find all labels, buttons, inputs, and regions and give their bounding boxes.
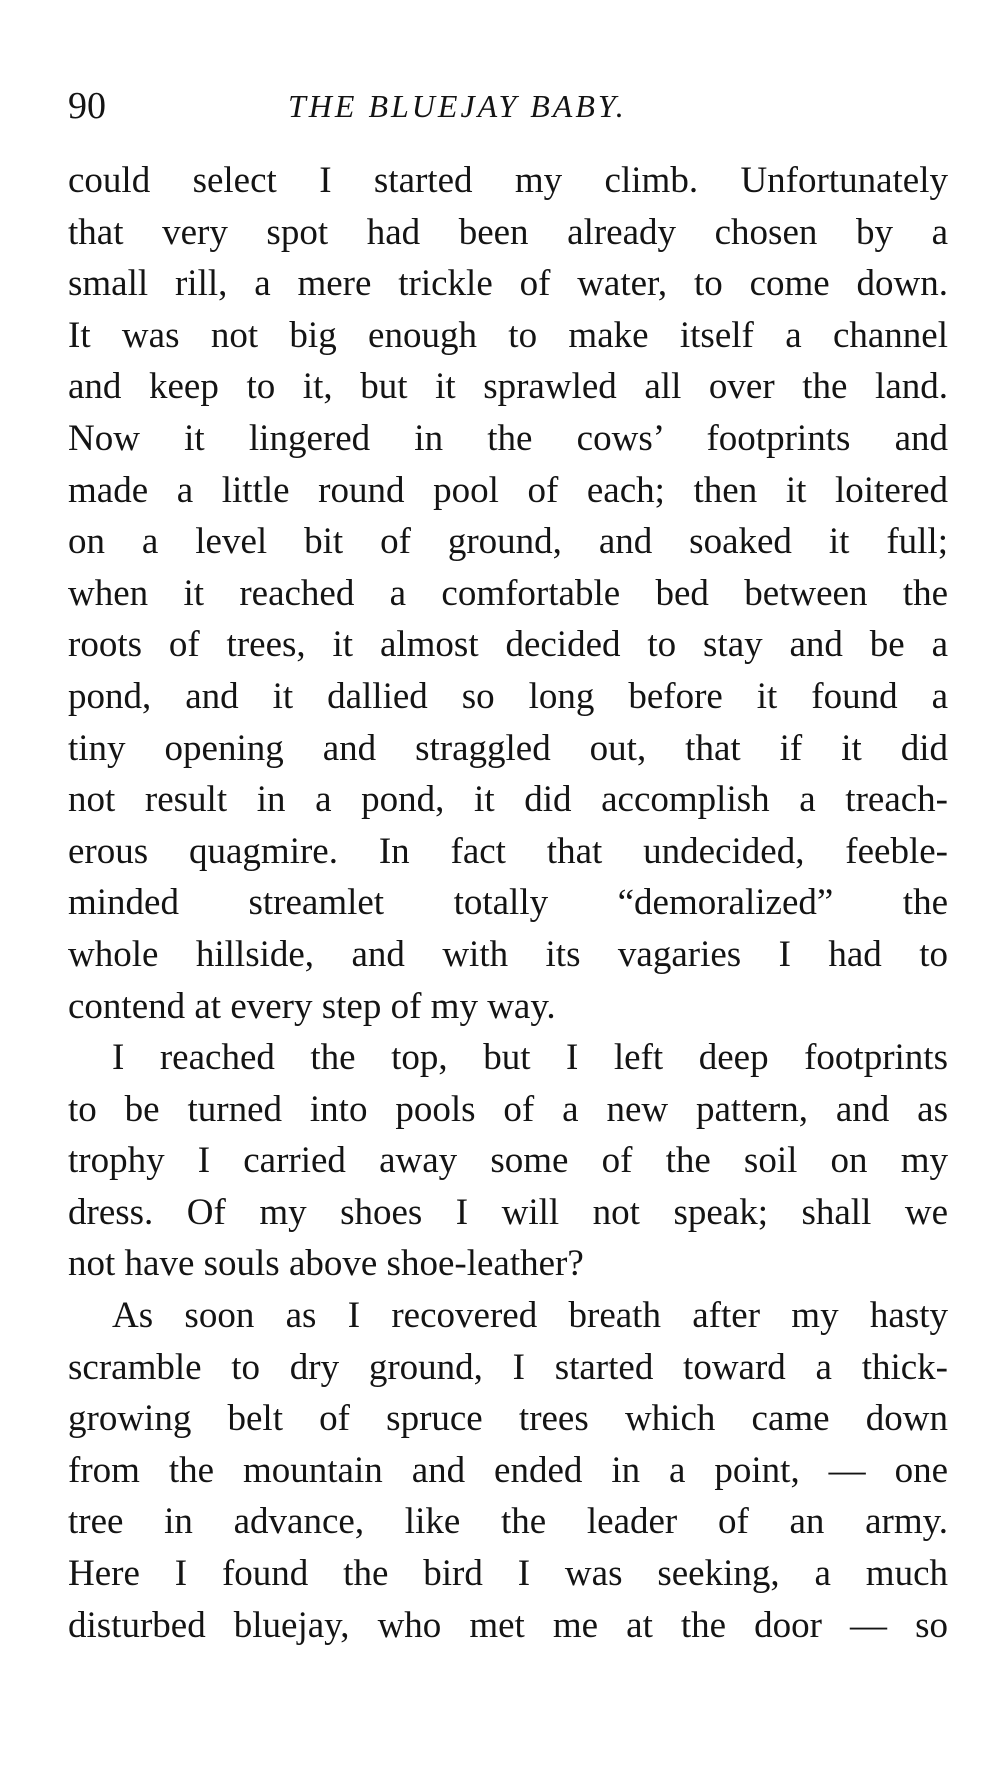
text-line: to be turned into pools of a new pattern, and as (68, 1088, 948, 1130)
text-line: could select I started my climb. Unfortunately (68, 160, 948, 201)
text-line: on a level bit of ground, and soaked it full; (68, 521, 948, 563)
text-line: made a little round pool of each; then it loitered (68, 469, 948, 511)
text-line: growing belt of spruce trees which came down (68, 1398, 948, 1440)
text-line: not result in a pond, it did accomplish a treach- (68, 779, 948, 821)
text-line: tiny opening and straggled out, that if it did (68, 727, 948, 769)
text-line: that very spot had been already chosen by a (68, 211, 948, 253)
text-line: dress. Of my shoes I will not speak; shall we (68, 1191, 948, 1233)
text-line: whole hillside, and with its vagaries I had to (68, 933, 948, 975)
text-line: minded streamlet totally “demoralized” the (68, 882, 948, 924)
text-line: from the mountain and ended in a point, — one (68, 1449, 948, 1491)
text-line: As soon as I recovered breath after my hasty (112, 1295, 948, 1337)
text-line: pond, and it dallied so long before it found a (68, 675, 948, 717)
text-line: scramble to dry ground, I started toward a thick- (68, 1346, 948, 1388)
text-line: trophy I carried away some of the soil on my (68, 1140, 948, 1182)
paragraph (68, 155, 948, 1032)
body-text (68, 155, 948, 1651)
text-line: when it reached a comfortable bed between the (68, 572, 948, 614)
running-title: THE BLUEJAY BABY. (288, 88, 627, 124)
text-line: It was not big enough to make itself a channel (68, 314, 948, 356)
paragraph (68, 1290, 948, 1651)
text-line: not have souls above shoe-leather? (68, 1243, 584, 1285)
page-number: 90 (68, 85, 106, 127)
text-line: small rill, a mere trickle of water, to come down. (68, 263, 948, 305)
text-line: disturbed bluejay, who met me at the door — so (68, 1604, 948, 1646)
page-header (68, 80, 948, 132)
text-line: Here I found the bird I was seeking, a much (68, 1553, 948, 1595)
text-line: tree in advance, like the leader of an army. (68, 1501, 948, 1543)
text-line: erous quagmire. In fact that undecided, feeble- (68, 830, 948, 872)
text-line: and keep to it, but it sprawled all over the land. (68, 366, 948, 408)
text-line: Now it lingered in the cows’ footprints and (68, 417, 948, 459)
text-line: I reached the top, but I left deep footprints (112, 1037, 948, 1079)
text-line: roots of trees, it almost decided to stay and be a (68, 624, 948, 666)
text-line: contend at every step of my way. (68, 985, 556, 1027)
paragraph (68, 1032, 948, 1290)
